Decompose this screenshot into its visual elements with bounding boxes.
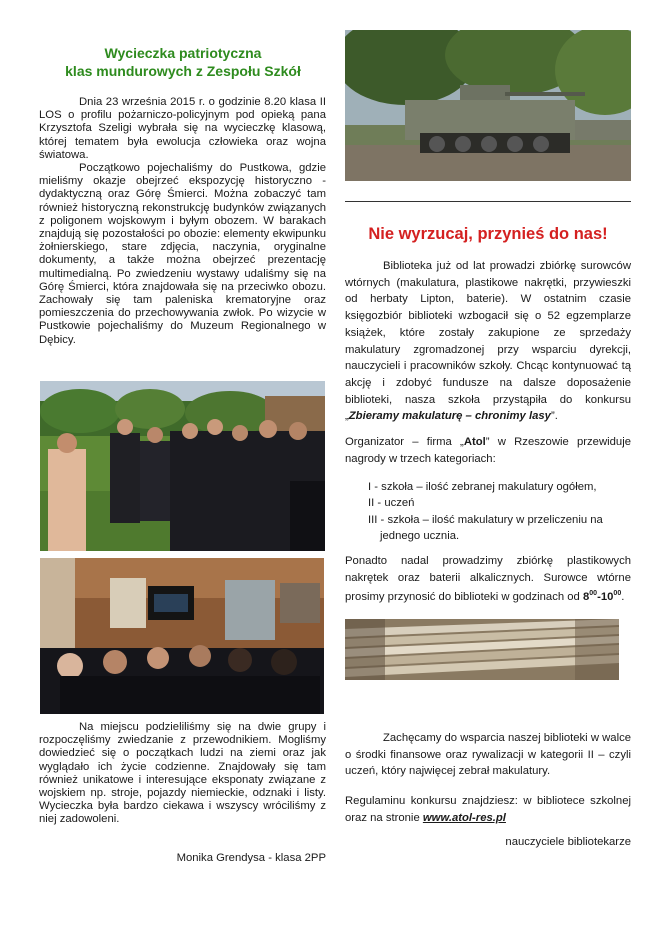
hours-to-sup: 00: [613, 590, 622, 598]
prize-categories: [368, 479, 630, 545]
recycling-paragraph-1: [345, 258, 631, 425]
rules-line: [345, 793, 631, 826]
rules-text: Regulaminu konkursu znajdziesz: w bibliotece szkolnej oraz na stronie: [345, 795, 631, 824]
article-paragraph-1: Dnia 23 września 2015 r. o godzinie 8.20 klasa II LOS o profilu pożarniczo-policyjnym pod opieką pana Krzysztofa Szeligi wybrała się na wycieczkę klasową, której tematem była ewolucja człowieka oraz wojna światowa.: [39, 96, 326, 161]
section-title: Nie wyrzucaj, przynieś do nas!: [368, 225, 608, 243]
organizer-pre: Organizator – firma „: [345, 436, 464, 448]
hours-sep: -: [597, 591, 601, 604]
hours-from: 8: [582, 591, 590, 604]
article-title: [38, 44, 328, 80]
article-title-line1: Wycieczka patriotyczna: [104, 45, 262, 61]
hours-to: 10: [600, 591, 614, 604]
organizer-name: Atol: [463, 436, 486, 448]
section-divider: [345, 201, 631, 202]
contest-name: Zbieramy makulaturę – chronimy lasy: [348, 410, 551, 423]
recycling-paragraph-1-end: ”.: [550, 410, 558, 423]
article-paragraph-2: Początkowo pojechaliśmy do Pustkowa, gdzie mieliśmy okazje obejrzeć ekspozycję historyczno - dydaktyczną oraz Górę Śmierci. Można zobaczyć tam również historyczną rekonstrukcję budynków związanych z poligonem wojskowym i byłym obozem. W barakach znajdują się pozostałości po obozie: elementy ekwipunku żołnierskiego, stare zdjęcia, naczynia, oryginalne dokumenty, a także można obejrzeć prezentację multimedialną. Po zwiedzeniu wystawy udaliśmy się na Górę Śmierci, która znajdowała się na przeciwko obozu. Zachowały się tam paleniska krematoryjne oraz pomieszczenia do przechowywania zwłok. Po wizycie w Pustkowie pojechaliśmy do Muzeum Regionalnego w Dębicy.: [39, 162, 326, 346]
photo-students-outdoors: [40, 381, 325, 551]
organizer-post: ” w Rzeszowie przewiduje nagrody w trzech kategoriach:: [345, 436, 631, 465]
hours-from-sup: 00: [589, 590, 598, 598]
category-item: II - uczeń: [368, 497, 415, 510]
recycling-paragraph-2-text: Ponadto nadal prowadzimy zbiórkę plastikowych nakrętek oraz baterii alkalicznych. Surowce wtórne prosimy przynosić do biblioteki w godzinach od: [345, 555, 631, 604]
organizer-line: [345, 434, 631, 467]
hours-end: .: [621, 591, 625, 604]
photo-paper-stack: [345, 619, 619, 680]
article-author: Monika Grendysa - klasa 2PP: [176, 852, 326, 864]
recycling-paragraph-1-text: Biblioteka już od lat prowadzi zbiórkę surowców wtórnych (makulatura, plastikowe nakrętki, przywieszki od herbaty Lipton, baterie). W ostatnim czasie księgozbiór biblioteki wzbogacił się o 52 egzemplarze książek, które zostały zakupione ze sprzedaży makulatury zgromadzonej przy wsparciu dyrekcji, nauczycieli i pracowników szkoły. Chcąc kontynuować tą akcję i zdobyć fundusze na dalsze doposażenie biblioteki, nasza szkoła przystąpiła do konkursu „: [345, 260, 631, 423]
category-item: III - szkoła – ilość makulatury w przeliczeniu na: [368, 513, 603, 526]
article-paragraph-3: Na miejscu podzieliliśmy się na dwie grupy i rozpoczęliśmy zwiedzanie z przewodnikiem. Mogliśmy dowiedzieć się o początkach ludzi na ziemi oraz jak wyglądało ich życie codzienne. Znajdowały się tam również unikatowe i interesujące eksponaty związane z wojskiem np. stroje, pojazdy niemieckie, odznaki i listy. Wycieczka była bardzo ciekawa i wszyscy wróciliśmy z niej zadowoleni.: [39, 721, 326, 826]
signature: nauczyciele bibliotekarze: [505, 836, 631, 848]
recycling-paragraph-3: Zachęcamy do wsparcia naszej biblioteki w walce o środki finansowe oraz rywalizacji w kategorii II – czyli uczeń, który najwięcej zebrał makulatury.: [345, 732, 632, 778]
category-item: I - szkoła – ilość zebranej makulatury ogółem,: [368, 481, 597, 493]
category-item: jednego ucznia.: [380, 530, 460, 543]
recycling-paragraph-2: [345, 553, 631, 606]
photo-tank: [345, 30, 631, 181]
photo-museum-room: [40, 558, 324, 714]
article-title-line2: klas mundurowych z Zespołu Szkół: [65, 63, 301, 79]
rules-link[interactable]: www.atol-res.pl: [422, 811, 506, 824]
